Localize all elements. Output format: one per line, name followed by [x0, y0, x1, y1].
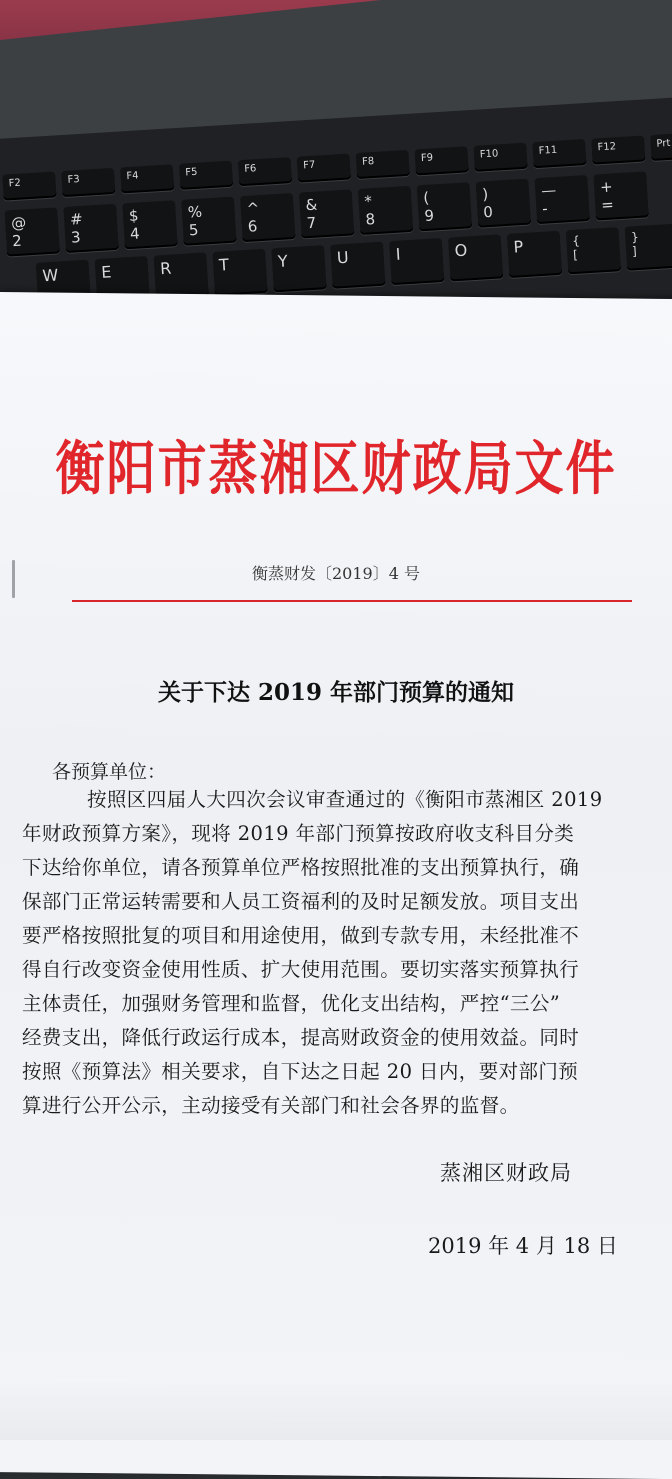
- document-number: 衡蒸财发〔2019〕4 号: [252, 564, 420, 583]
- key-p: P: [507, 231, 563, 278]
- key-f12: F12: [591, 135, 645, 164]
- key-minus: — -: [534, 175, 590, 224]
- key-f10: F10: [473, 143, 527, 172]
- salutation: 各预算单位：: [52, 761, 167, 783]
- key-4: $ 4: [122, 200, 178, 249]
- key-f2: F2: [2, 171, 56, 200]
- key-f4: F4: [120, 164, 174, 193]
- notice-title: 关于下达 2019 年部门预算的通知: [157, 679, 515, 706]
- body-line: 按照区四届人大四次会议审查通过的《衡阳市蒸湘区 2019: [87, 788, 603, 811]
- key-right-bracket: } ]: [625, 224, 672, 271]
- body-line: 下达给你单位，请各预算单位严格按照批准的支出预算执行，确: [22, 856, 580, 879]
- body-line: 按照《预算法》相关要求，自下达之日起 20 日内，要对部门预: [22, 1060, 579, 1083]
- key-u: U: [330, 242, 386, 289]
- key-f11: F11: [532, 139, 586, 168]
- body-line: 主体责任，加强财务管理和监督，优化支出结构，严控“三公”: [22, 992, 561, 1015]
- key-8: * 8: [358, 186, 414, 235]
- key-y: Y: [271, 245, 327, 292]
- signature-organization: 蒸湘区财政局: [440, 1161, 572, 1185]
- key-left-bracket: { [: [566, 227, 622, 274]
- key-6: ^ 6: [240, 193, 296, 242]
- key-f5: F5: [179, 161, 233, 190]
- body-line: 经费支出，降低行政运行成本，提高财政资金的使用效益。同时: [22, 1026, 580, 1049]
- key-f3: F3: [61, 168, 115, 197]
- paper-bottom-shade: [0, 1380, 672, 1440]
- key-2: @ 2: [4, 207, 60, 256]
- key-9: ( 9: [417, 182, 473, 231]
- key-w: W: [36, 260, 92, 307]
- key-f8: F8: [356, 150, 410, 179]
- key-o: O: [448, 234, 504, 281]
- issuer-title: 衡阳市蒸湘区财政局文件: [55, 434, 617, 503]
- key-equals: + =: [593, 171, 649, 220]
- key-e: E: [94, 256, 150, 303]
- key-f7: F7: [297, 153, 351, 182]
- key-5: % 5: [181, 197, 237, 246]
- key-prt: Prt: [650, 132, 672, 161]
- body-line: 算进行公开公示，主动接受有关部门和社会各界的监督。: [22, 1094, 520, 1117]
- notice-body: [22, 783, 650, 1123]
- body-line: 保部门正常运转需要和人员工资福利的及时足额发放。项目支出: [22, 890, 580, 913]
- key-r: R: [153, 252, 209, 299]
- red-divider-line: [72, 600, 632, 602]
- key-t: T: [212, 249, 268, 296]
- key-7: & 7: [299, 189, 355, 238]
- body-line: 年财政预算方案》，现将 2019 年部门预算按政府收支科目分类: [22, 822, 575, 845]
- key-f9: F9: [414, 146, 468, 175]
- signature-date: 2019 年 4 月 18 日: [428, 1234, 618, 1258]
- key-f6: F6: [238, 157, 292, 186]
- key-3: # 3: [63, 204, 119, 253]
- body-line: 要严格按照批复的项目和用途使用，做到专款专用，未经批准不: [22, 924, 580, 947]
- body-line: 得自行改变资金使用性质、扩大使用范围。要切实落实预算执行: [22, 958, 580, 981]
- key-i: I: [389, 238, 445, 285]
- key-0: ) 0: [475, 179, 531, 228]
